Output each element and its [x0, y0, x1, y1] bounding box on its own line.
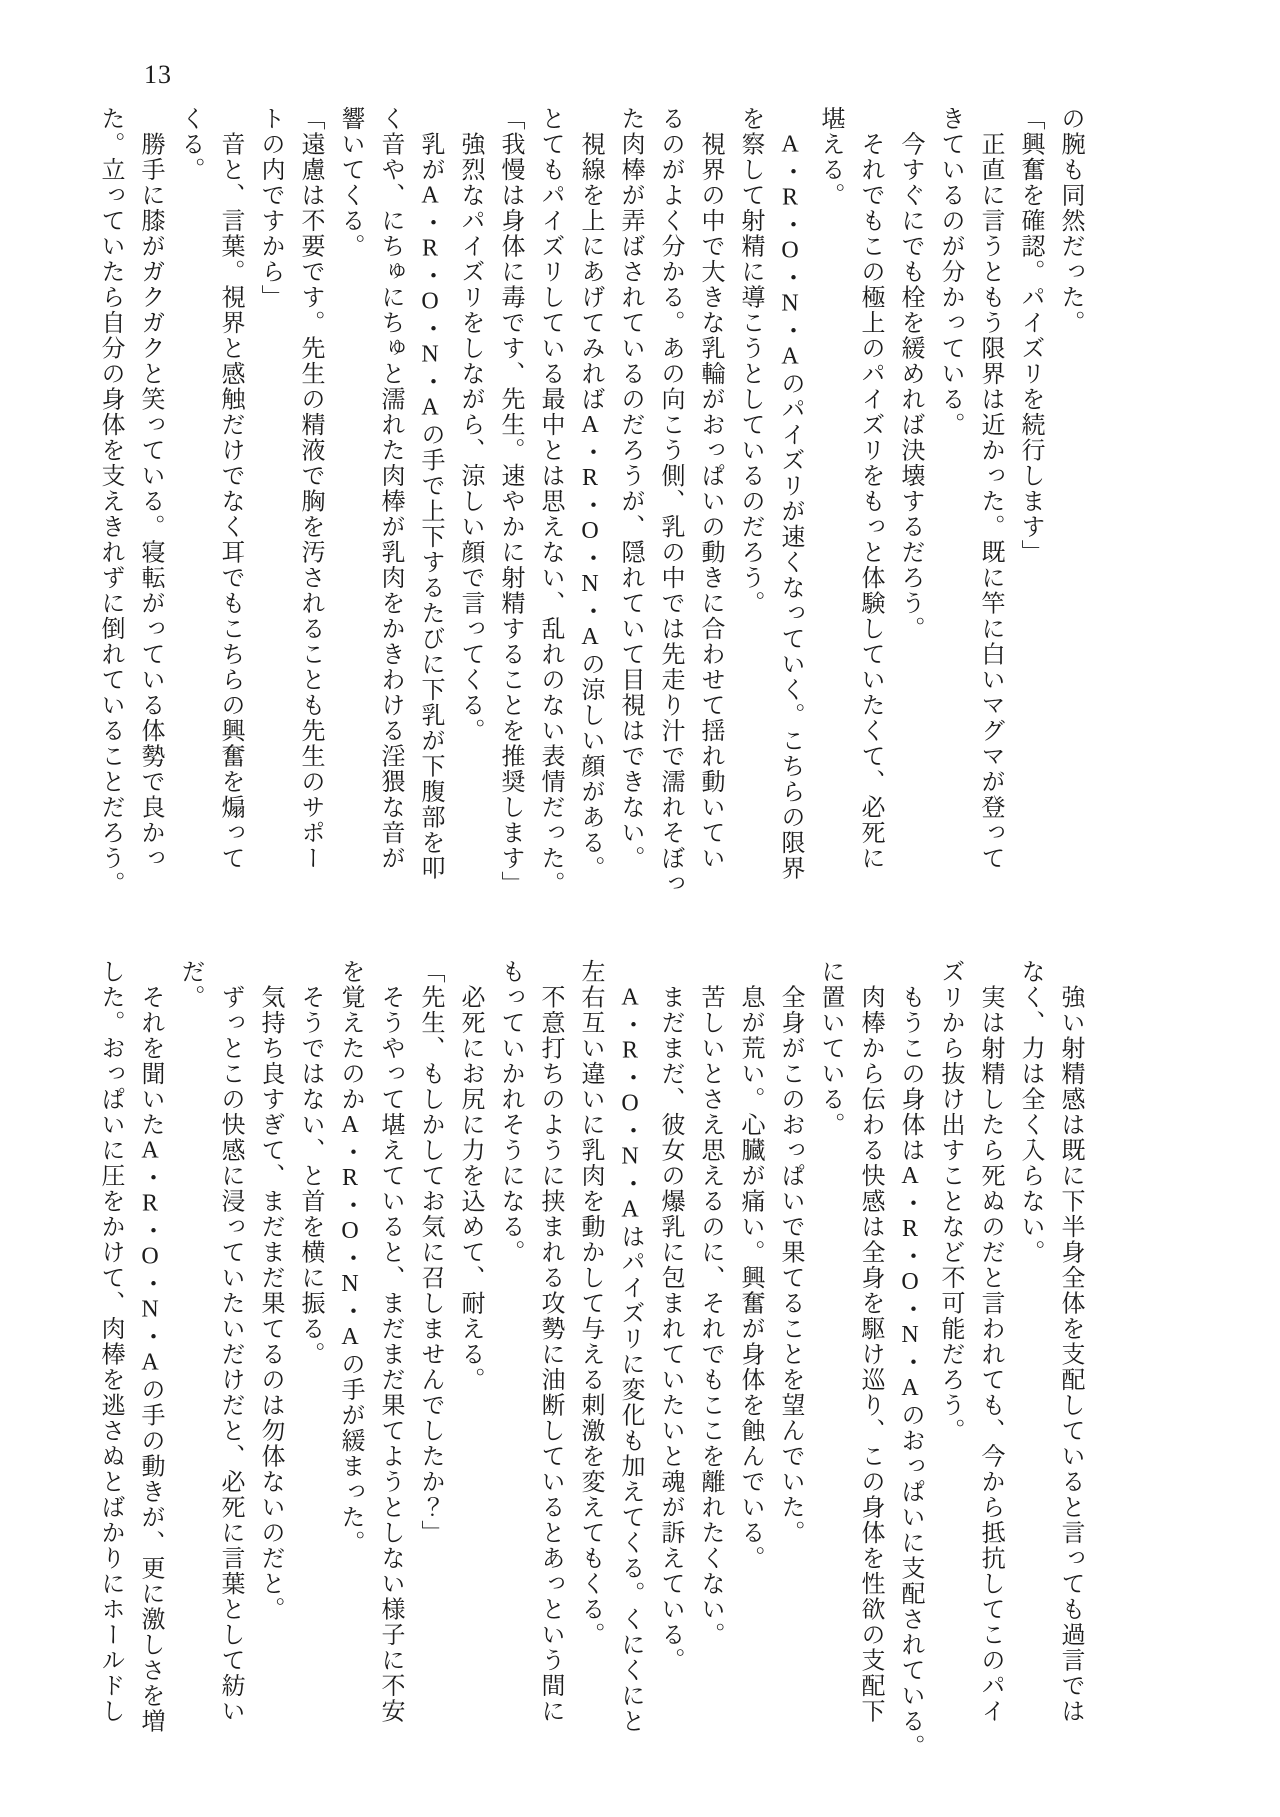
text-line: を覚えたのかA・R・O・N・Aの手が緩まった。 — [337, 959, 363, 1556]
text-line: なく、力は全く入らない。 — [1017, 959, 1043, 1265]
text-line: 苦しいとさえ思えるのに、それでもここを離れたくない。 — [697, 959, 723, 1648]
text-line: A・R・O・N・Aのパイズリが速くなっていく。こちらの限界 — [777, 106, 803, 881]
text-line: 「遠慮は不要です。先生の精液で胸を汚されることも先生のサポー — [297, 106, 323, 871]
text-line: るのがよく分かる。あの向こう側、乳の中では先走り汁で濡れそぼっ — [657, 106, 683, 897]
text-line: に置いている。 — [817, 959, 843, 1138]
text-block-top — [90, 106, 1090, 921]
text-line: 視界の中で大きな乳輪がおっぱいの動きに合わせて揺れ動いてい — [697, 106, 723, 871]
text-line: 堪える。 — [817, 106, 843, 208]
text-line: を察して射精に導こうとしているのだろう。 — [737, 106, 763, 616]
text-line: 響いてくる。 — [337, 106, 363, 259]
text-line: 「興奮を確認。パイズリを続行します」 — [1017, 106, 1043, 565]
text-line: た肉棒が弄ばされているのだろうが、隠れていて目視はできない。 — [617, 106, 643, 871]
text-line: まだまだ、彼女の爆乳に包まれていたいと魂が訴えている。 — [657, 959, 683, 1673]
text-line: 視線を上にあげてみればA・R・O・N・Aの涼しい顔がある。 — [577, 106, 603, 881]
text-line: くる。 — [177, 106, 203, 183]
text-line: ずっとこの快感に浸っていたいだけだと、必死に言葉として紡い — [217, 959, 243, 1724]
text-line: 肉棒から伝わる快感は全身を駆け巡り、この身体を性欲の支配下 — [857, 959, 883, 1724]
text-line: 全身がこのおっぱいで果てることを望んでいた。 — [777, 959, 803, 1546]
text-line: 「我慢は身体に毒です、先生。速やかに射精することを推奨します」 — [497, 106, 523, 897]
text-line: もうこの身体はA・R・O・N・Aのおっぱいに支配されている。 — [897, 959, 923, 1760]
text-line: の腕も同然だった。 — [1057, 106, 1083, 336]
text-line: 必死にお尻に力を込めて、耐える。 — [457, 959, 483, 1393]
page-number: 13 — [144, 60, 172, 89]
text-line: 左右互い違いに乳肉を動かして与える刺激を変えてもくる。 — [577, 959, 603, 1648]
text-line: 正直に言うともう限界は近かった。既に竿に白いマグマが登って — [977, 106, 1003, 871]
text-line: 乳がA・R・O・N・Aの手で上下するたびに下乳が下腹部を叩 — [417, 106, 443, 881]
text-line: 強烈なパイズリをしながら、涼しい顔で言ってくる。 — [457, 106, 483, 744]
text-line: 息が荒い。心臓が痛い。興奮が身体を蝕んでいる。 — [737, 959, 763, 1571]
text-line: 強い射精感は既に下半身全体を支配していると言っても過言では — [1057, 959, 1083, 1724]
text-line: 不意打ちのように挟まれる攻勢に油断しているとあっという間に — [537, 959, 563, 1724]
text-line: ズリから抜け出すことなど不可能だろう。 — [937, 959, 963, 1444]
text-line: 勝手に膝がガクガクと笑っている。寝転がっている体勢で良かっ — [137, 106, 163, 871]
text-line: 実は射精したら死ぬのだと言われても、今から抵抗してこのパイ — [977, 959, 1003, 1724]
text-line: とてもパイズリしている最中とは思えない、乱れのない表情だった。 — [537, 106, 563, 897]
text-line: そうではない、と首を横に振る。 — [297, 959, 323, 1367]
text-line: 気持ち良すぎて、まだまだ果てるのは勿体ないのだと。 — [257, 959, 283, 1622]
text-line: だ。 — [177, 959, 203, 1010]
text-line: した。おっぱいに圧をかけて、肉棒を逃さぬとばかりにホールドし — [97, 959, 123, 1724]
text-line: トの内ですから」 — [257, 106, 283, 310]
text-block-bottom — [90, 959, 1090, 1774]
text-line: 音と、言葉。視界と感触だけでなく耳でもこちらの興奮を煽って — [217, 106, 243, 871]
text-line: きているのが分かっている。 — [937, 106, 963, 438]
text-line: それでもこの極上のパイズリをもっと体験していたくて、必死に — [857, 106, 883, 871]
text-line: もっていかれそうになる。 — [497, 959, 523, 1265]
text-line: そうやって堪えていると、まだまだ果てようとしない様子に不安 — [377, 959, 403, 1724]
text-line: く音や、にちゅにちゅと濡れた肉棒が乳肉をかきわける淫猥な音が — [377, 106, 403, 871]
text-line: 「先生、もしかしてお気に召しませんでしたか？」 — [417, 959, 443, 1546]
text-line: た。立っていたら自分の身体を支えきれずに倒れていることだろう。 — [97, 106, 123, 897]
text-line: それを聞いたA・R・O・N・Aの手の動きが、更に激しさを増 — [137, 959, 163, 1734]
text-line: A・R・O・N・Aはパイズリに変化も加えてくる。くにくにと — [617, 959, 643, 1734]
text-line: 今すぐにでも栓を緩めれば決壊するだろう。 — [897, 106, 923, 642]
